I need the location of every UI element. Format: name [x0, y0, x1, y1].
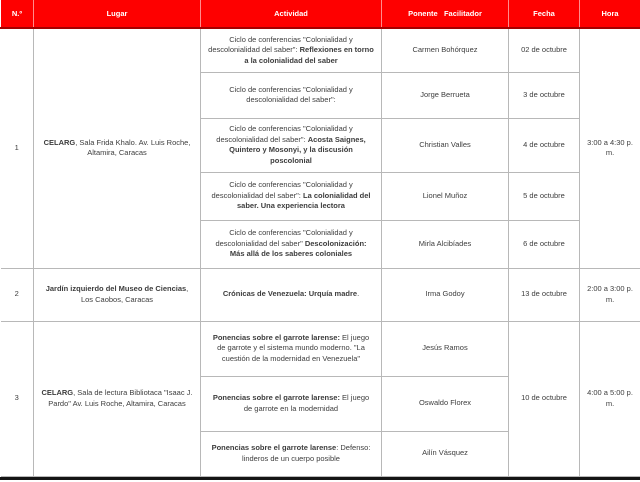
cell-actividad [201, 376, 382, 431]
cell-fecha: 3 de octubre [509, 72, 580, 118]
lugar-bold-text: CELARG [41, 388, 74, 397]
cell-actividad [201, 28, 382, 72]
actividad-bold-text: Ponencias sobre el garrote larense: [212, 393, 340, 402]
actividad-bold-text: La colonialidad del saber. Una experiencia lectora [237, 190, 371, 211]
actividad-text-post: . [357, 289, 360, 299]
table-row [1, 321, 640, 376]
actividad-text: Ciclo de conferencias "Colonialidad y descolonialidad del saber" [215, 228, 353, 248]
actividad-bold-text: Ponencias sobre el garrote larense [211, 443, 337, 452]
cell-hora-2: 2:00 a 3:00 p. m. [580, 268, 640, 321]
cell-actividad [201, 220, 382, 268]
actividad-bold-text: Descolonización: Más allá de los saberes coloniales [229, 238, 367, 259]
header-fecha: Fecha [509, 0, 580, 28]
actividad-bold-text: Reflexiones en torno a la colonialidad del saber [244, 45, 374, 65]
cell-actividad [201, 72, 382, 118]
actividad-text: Ciclo de conferencias "Colonialidad y descolonialidad del saber": [208, 34, 353, 54]
actividad-text: Ciclo de conferencias "Colonialidad y descolonialidad del saber": [211, 180, 353, 200]
cell-fecha: 13 de octubre [509, 268, 580, 321]
header-num: N.º [1, 0, 34, 28]
cell-lugar-1 [34, 28, 201, 268]
cell-ponente: Christian Valles [382, 118, 509, 172]
header-actividad: Actividad [201, 0, 382, 28]
cell-fecha-3: 10 de octubre [509, 321, 580, 476]
actividad-text-post: El juego de garrote y el sistema mundo moderno. "La cuestión de la modernidad en Venezuela" [217, 332, 370, 363]
lugar-text: , Los Caobos, Caracas [80, 284, 189, 304]
cell-ponente: Jesús Ramos [382, 321, 509, 376]
cell-num-2: 2 [1, 268, 34, 321]
cell-ponente: Mirla Alcibíades [382, 220, 509, 268]
cell-hora-1: 3:00 a 4:30 p. m. [580, 28, 640, 268]
cell-lugar-3 [34, 321, 201, 476]
cell-actividad [201, 321, 382, 376]
header-ponente-facilitador: Ponente Facilitador [382, 0, 509, 28]
lugar-bold-text: CELARG [43, 137, 76, 147]
actividad-text-post: : Defenso: linderos de un cuerpo posible [242, 443, 371, 463]
cell-num-1: 1 [1, 28, 34, 268]
actividad-text: Ciclo de conferencias "Colonialidad y descolonialidad del saber": [229, 84, 353, 104]
actividad-text: Ciclo de conferencias "Colonialidad y descolonialidad del saber": [216, 124, 353, 144]
actividad-bold-text: Crónicas de Venezuela: Urquía madre [222, 289, 358, 299]
cell-actividad [201, 118, 382, 172]
lugar-text: , Sala Frida Khalo. Av. Luis Roche, Altamira, Caracas [75, 137, 191, 158]
table-row [1, 268, 640, 321]
cell-fecha: 4 de octubre [509, 118, 580, 172]
cell-ponente: Irma Godoy [382, 268, 509, 321]
cell-actividad [201, 431, 382, 476]
cell-fecha: 5 de octubre [509, 172, 580, 220]
cell-num-3: 3 [1, 321, 34, 476]
table-header-row [1, 0, 640, 28]
cell-ponente: Carmen Bohórquez [382, 28, 509, 72]
actividad-text-post: El juego de garrote en la modernidad [243, 393, 370, 413]
cell-ponente: Jorge Berrueta [382, 72, 509, 118]
cell-ponente: Ailín Vásquez [382, 431, 509, 476]
lugar-bold-text: Jardín izquierdo del Museo de Ciencias [45, 284, 187, 293]
cell-actividad [201, 172, 382, 220]
lugar-text: , Sala de lectura Bibliotaca "Isaac J. Pardo" Av. Luis Roche, Altamira, Caracas [48, 388, 193, 408]
cell-actividad [201, 268, 382, 321]
cell-fecha: 6 de octubre [509, 220, 580, 268]
cell-ponente: Lionel Muñoz [382, 172, 509, 220]
cell-lugar-2 [34, 268, 201, 321]
actividad-bold-text: Ponencias sobre el garrote larense: [212, 332, 340, 342]
actividad-bold-text: Acosta Saignes, Quintero y Mosonyi, y la discusión poscolonial [229, 134, 366, 165]
header-hora: Hora [580, 0, 640, 28]
table-row [1, 28, 640, 72]
cell-hora-3: 4:00 a 5:00 p. m. [580, 321, 640, 476]
header-lugar: Lugar [34, 0, 201, 28]
cell-ponente: Oswaldo Florex [382, 376, 509, 431]
cell-fecha: 02 de octubre [509, 28, 580, 72]
